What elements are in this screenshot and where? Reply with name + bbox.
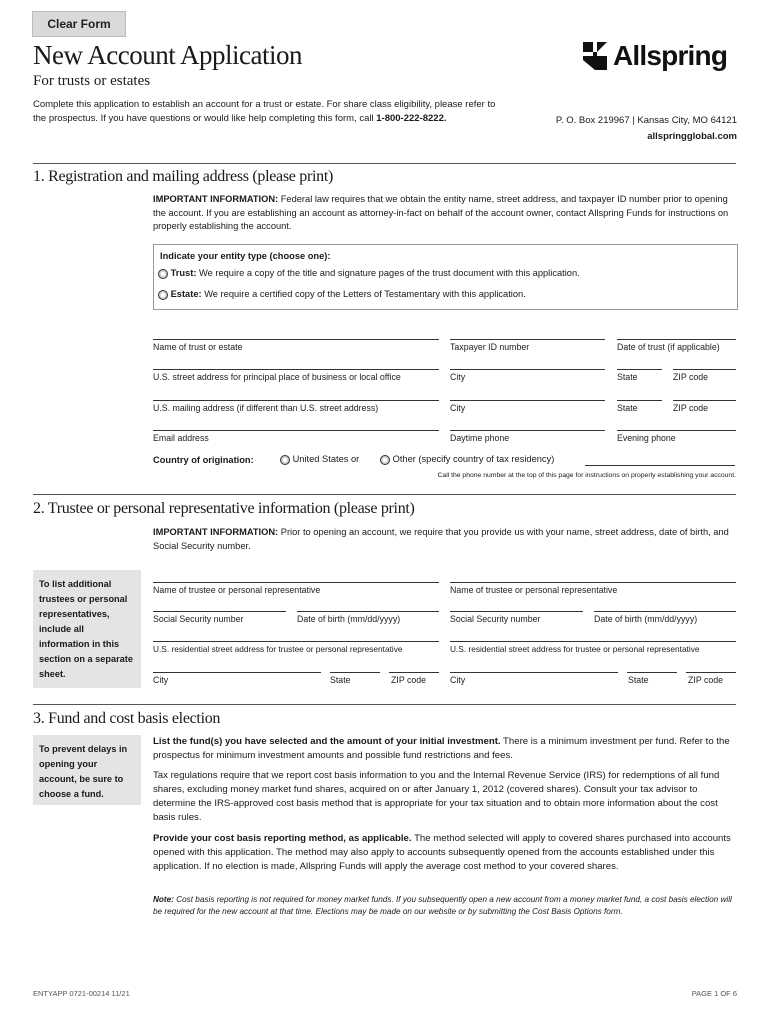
zip-field[interactable]: ZIP code (673, 372, 709, 382)
city-field[interactable]: City (450, 372, 466, 382)
allspring-logo-icon (583, 42, 607, 70)
intro-phone: 1-800-222-8222. (376, 113, 447, 124)
us-radio[interactable] (280, 455, 290, 465)
mailing-city-field[interactable]: City (450, 403, 466, 413)
trustee2-ssn-field[interactable]: Social Security number (450, 614, 541, 624)
trustee2-state-field[interactable]: State (628, 675, 649, 685)
divider (33, 704, 736, 705)
section1-info: IMPORTANT INFORMATION: Federal law requires that we obtain the entity name, street address, and taxpayer ID number prior to opening the account. If you are establishing an account as attorney-in-fact on behalf of the account owner, contact Allspring Funds for instructions on properly establishing the account. (153, 194, 729, 231)
mailing-zip-field[interactable]: ZIP code (673, 403, 709, 413)
trustee1-state-field[interactable]: State (330, 675, 351, 685)
trust-name-field[interactable]: Name of trust or estate (153, 342, 243, 352)
trustee2-dob-field[interactable]: Date of birth (mm/dd/yyyy) (594, 614, 698, 624)
section2-title: 2. Trustee or personal representative information (please print) (33, 500, 415, 517)
trust-date-field[interactable]: Date of trust (if applicable) (617, 342, 720, 352)
street-address-field[interactable]: U.S. street address for principal place of business or local office (153, 372, 401, 382)
footer-page: PAGE 1 OF 6 (691, 989, 737, 998)
trustee2-name-field[interactable]: Name of trustee or personal representative (450, 585, 618, 595)
mailing-address-field[interactable]: U.S. mailing address (if different than U.S. street address) (153, 403, 379, 413)
trustee2-city-field[interactable]: City (450, 675, 466, 685)
section2-info: IMPORTANT INFORMATION: Prior to opening an account, we require that you provide us with your name, street address, date of birth, and Social Security number. (153, 527, 729, 551)
other-option[interactable]: Other (specify country of tax residency) (380, 454, 554, 465)
state-field[interactable]: State (617, 372, 638, 382)
estate-radio[interactable] (158, 290, 168, 300)
trust-option[interactable]: Trust: We require a copy of the title and signature pages of the trust document with this application. (158, 268, 580, 279)
trustee1-name-field[interactable]: Name of trustee or personal representative (153, 585, 321, 595)
clear-form-button[interactable]: Clear Form (32, 11, 126, 37)
company-address (556, 113, 737, 145)
divider (33, 163, 736, 164)
section3-title: 3. Fund and cost basis election (33, 710, 221, 727)
trustee1-address-field[interactable]: U.S. residential street address for trustee or personal representative (153, 644, 403, 654)
other-country-field[interactable] (585, 465, 735, 466)
trustee1-dob-field[interactable]: Date of birth (mm/dd/yyyy) (297, 614, 401, 624)
section3-side-note: To prevent delays in opening your account, be sure to choose a fund. (33, 735, 141, 805)
section3-fund-paragraph: List the fund(s) you have selected and the amount of your initial investment. There is a minimum investment per fund. Refer to the prospectus for minimum investment amounts and possible fund restrictions and fees. (153, 736, 730, 761)
logo-text: Allspring (613, 40, 728, 71)
section3-tax-paragraph: Tax regulations require that we report cost basis information to you and the Internal Revenue Service (IRS) for redemptions of all fund shares, excluding money market fund shares, acquired on or after January 1, 2012 (covered shares). Consult your tax advisor to determine the IRS-approved cost basis method that is appropriate for your tax situation and to obtain more information about the cost basis rules. (153, 770, 720, 823)
trustee2-address-field[interactable]: U.S. residential street address for trustee or personal representative (450, 644, 700, 654)
entity-type-box (153, 244, 738, 310)
allspring-logo (583, 40, 727, 72)
call-note: Call the phone number at the top of this page for instructions on properly establishing your account. (437, 472, 736, 479)
page-subtitle: For trusts or estates (33, 73, 151, 89)
trust-radio[interactable] (158, 269, 168, 279)
trustee1-city-field[interactable]: City (153, 675, 169, 685)
website-link[interactable]: allspringglobal.com (647, 131, 737, 142)
section1-title: 1. Registration and mailing address (please print) (33, 168, 334, 185)
divider (33, 494, 736, 495)
taxpayer-id-field[interactable]: Taxpayer ID number (450, 342, 530, 352)
address-line: P. O. Box 219967 | Kansas City, MO 64121 (555, 115, 737, 126)
trustee1-ssn-field[interactable]: Social Security number (153, 614, 244, 624)
trustee1-zip-field[interactable]: ZIP code (391, 675, 427, 685)
entity-heading: Indicate your entity type (choose one): (160, 251, 331, 261)
evening-phone-field[interactable]: Evening phone (617, 433, 676, 443)
section2-side-note: To list additional trustees or personal representatives, include all information in this section on a separate sheet. (33, 570, 141, 688)
other-radio[interactable] (380, 455, 390, 465)
page-title: New Account Application (33, 40, 302, 70)
footer-code: ENTYAPP 0721-00214 11/21 (33, 989, 130, 998)
section3-note: Note: Cost basis reporting is not required for money market funds. If you subsequently open a new account from a money market fund, a cost basis election will be required for the new account at that time. Elections may be made on our website or by submitting the Cost Basis Options form. (153, 895, 732, 916)
us-option[interactable]: United States or (280, 454, 359, 465)
country-label: Country of origination: (153, 455, 254, 465)
intro-text: Complete this application to establish an account for a trust or estate. For share class eligibility, please refer to the prospectus. If you have questions or would like help completing this form, call 1-800-222-8222. (33, 99, 496, 124)
email-field[interactable]: Email address (153, 433, 209, 443)
daytime-phone-field[interactable]: Daytime phone (450, 433, 510, 443)
trustee2-zip-field[interactable]: ZIP code (688, 675, 724, 685)
estate-option[interactable]: Estate: We require a certified copy of the Letters of Testamentary with this application. (158, 289, 526, 300)
section3-method-paragraph: Provide your cost basis reporting method, as applicable. The method selected will apply to covered shares purchased into accounts opened with this application. The method may also apply to accounts subsequently opened from the accounts established under this application. If no election is made, Allspring Funds will apply the average cost method to your covered shares. (153, 833, 731, 872)
mailing-state-field[interactable]: State (617, 403, 638, 413)
